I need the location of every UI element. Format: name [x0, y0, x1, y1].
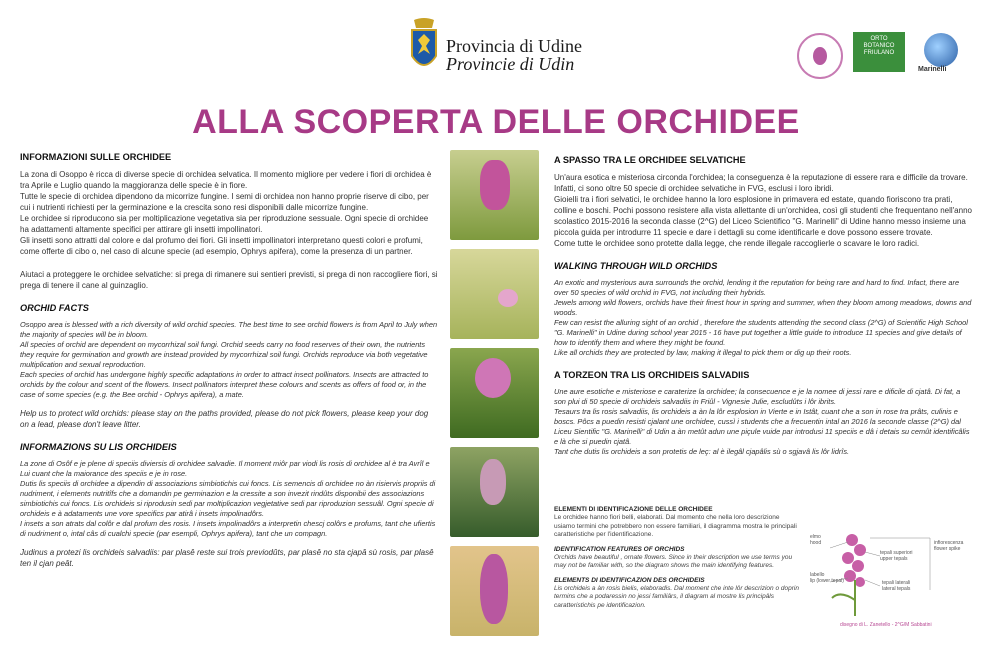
label-flower-spike: infiorescenza flower spike: [934, 540, 964, 552]
section-text-fur: La zone di Osôf e je plene di speciis diviersis di orchidee salvadie. Il moment miôr par viodi lis rosis di orchidee al è tra Avrîl e Lui cuant che la maiorance des speciis e je in rose. Dutis lis speciis di orchidee a dipendin di associazions simbiotichis cui foncs. Lis semencis di orchidee no àn risiervis propriis di nudriment, i elements nutritîfs che a domandin pe germinazion e la cressite a son invezit rindûts disponibii des associazions simbiotichis cui foncs. Lis orchideis si riprodusin sedi par moltiplicazion vegjetative sedi par riproduzion sessuâl. Ogni specie di orchideis e à adataments une vore specifics par atirâ i insets impolinadôrs. I insets a son atrats dal colôr e dal profum des rosis. I insets impolinadôrs a interpretin chescj colôrs e profums, tant che ufiertis di nudriment o, intal câs di cualchi specie (par esempli, Ophrys apifera), tant che un compagn.: [20, 459, 436, 538]
left-column: [20, 152, 438, 569]
section-title-it-walk: A SPASSO TRA LE ORCHIDEE SELVATICHE: [554, 155, 746, 165]
id-text-it: Le orchidee hanno fiori belli, elaborati. Dal momento che nella loro descrizione usiamo termini che potrebbero non essere familiari, il diagramma mostra le principali caratteristiche per l'identificazione.: [554, 514, 797, 538]
section-text-en: Osoppo area is blessed with a rich diversity of wild orchid species. The best time to see orchid flowers is from April to July when the majority of species will be in bloom. All species of orchid are dependent on mycorrhizal soil fungi. Orchid seeds carry no food reserves of their own, the nutrients they require for germination and growth are instead provided by mycorrhizal soil fungi. Orchids reproduce via both vegetative multiplication and sexual reproduction. Each species of orchid has undergone highly specific adaptations in order to attract insect pollinators. Insects are attracted to orchids by the colour and scent of the flowers. Insect pollinators interpret these colours and scents as offers of food or, in the case of some species (e.g. the Bee orchid - Ophrys apifera), a mate.: [20, 320, 438, 399]
section-title-en-walk: WALKING THROUGH WILD ORCHIDS: [554, 261, 718, 271]
id-text-fur: Lis orchideis a àn rosis bielis, elaboradis. Dal moment che inte lôr descrizion o doprin termins che a podaressin no jessi familiârs, il diagram al mostre lis principâls caratteristichis pe identificazion.: [554, 584, 799, 609]
page-title: ALLA SCOPERTA DELLE ORCHIDEE: [192, 103, 800, 141]
school-seal-logo: [797, 33, 843, 79]
orchid-diagram: [810, 520, 980, 650]
orchid-photos: [450, 150, 539, 645]
identification-section: [554, 506, 799, 610]
section-text-it: La zona di Osoppo è ricca di diverse specie di orchidea selvatica. Il momento migliore per vedere i fiori di orchidea è tra Aprile e Luglio quando la maggioranza delle specie è in fiore. Tutte le specie di orchidea dipendono da micorrize fungine. I semi di orchidea non hanno proprie riserve di cibo, per cui i nutrienti richiesti per la germinazione e la crescita sono resi disponibili dalle micorrize fungine. Le orchidee si riproducono sia per moltiplicazione vegetativa sia per riproduzione sessuale. Ogni specie di orchidee ha adattamenti altamente specifici per attirare gli insetti impollinatori. Gli insetti sono attratti dal colore e dal profumo dei fiori. Gli insetti impollinatori interpretano questi colori e profumi, come offerte di cibo o, nel caso di alcune specie (ad esempio, Ophrys apifera), come la presenza di un partner.: [20, 170, 432, 256]
warning-it: Aiutaci a proteggere le orchidee selvatiche: si prega di rimanere sui sentieri previsti, si prega di non raccogliere fiori, si prega di tenere il cane al guinzaglio.: [20, 270, 438, 290]
section-title-en: ORCHID FACTS: [20, 303, 89, 313]
id-title-fur: ELEMENTS DI IDENTIFICAZION DES ORCHIDEIS: [554, 576, 705, 584]
section-text-it-walk: Un'aura esotica e misteriosa circonda l'orchidea; la conseguenza è la reputazione di essere rara e difficile da trovare. Infatti, ci sono oltre 50 specie di orchidee selvatiche in FVG, esclusi i loro ibridi. Gioielli tra i fiori selvatici, le orchidee hanno la loro esplosione in primavera ed estate, quando fioriscono tra prati, colline e boschi. Pochi possono resistere alla vista allettante di un'orchidea, così gli studenti che frequentano nell'anno scolastico 2015-2016 la seconda classe (2^G) del Liceo Scientifico "G. Marinelli" di Udine hanno messo insieme una piccola guida per introdurre 11 specie e dare i dettagli su come identificarle e dove possono essere trovate. Come tutte le orchidee sono protette dalla legge, che rende illegale raccoglierle o scavare le loro radici.: [554, 173, 972, 248]
section-title-fur: INFORMAZIONS SU LIS ORCHIDEIS: [20, 442, 177, 452]
warning-fur: Judinus a protezi lis orchideis salvadiis: par plasê reste sui trois previodûts, par plasê no sta cjapâ sù rosis, par plasê ten il cjan peât.: [20, 548, 434, 568]
section-title-fur-walk: A TORZEON TRA LIS ORCHIDEIS SALVADIIS: [554, 370, 750, 380]
warning-en: Help us to protect wild orchids: please stay on the paths provided, please do not pick flowers, please keep your dog on a lead, please don't leave litter.: [20, 409, 429, 429]
orchid-photo-1: [450, 150, 539, 240]
label-upper-tepals: tepali superiori upper tepals: [880, 550, 913, 562]
id-title-en: IDENTIFICATION FEATURES OF ORCHIDS: [554, 545, 685, 553]
province-name-friulian: Provincie di Udin: [446, 54, 575, 74]
label-hood: elmo hood: [810, 534, 822, 546]
right-column: [554, 155, 974, 457]
orchid-photo-2: [450, 249, 539, 339]
province-crest-icon: [406, 16, 442, 78]
id-text-en: Orchids have beautiful , ornate flowers. Since in their description we use terms you may not be familiar with, so the diagram shows the main identifying features.: [554, 553, 793, 569]
orchid-photo-3: [450, 348, 539, 438]
marinelli-label: Marinelli: [918, 66, 947, 73]
orto-botanico-logo: ORTO BOTANICO FRIULANO: [853, 32, 905, 72]
province-name: Provincia di Udine: [446, 36, 582, 56]
id-title-it: ELEMENTI DI IDENTIFICAZIONE DELLE ORCHIDEE: [554, 506, 713, 513]
section-title-it: INFORMAZIONI SULLE ORCHIDEE: [20, 152, 172, 162]
orchid-photo-4: [450, 447, 539, 537]
section-text-en-walk: An exotic and mysterious aura surrounds the orchid, lending it the reputation for being rare and hard to find. Infact, there are over 50 species of wild orchid in FVG, not including their hybrids. Jewels among wild flowers, orchids have their finest hour in spring and summer, when they bloom among meadows, downs and woods. Few can resist the alluring sight of an orchid , therefore the students attending the second class (2^G) of Scientific High School "G. Marinelli" in Udine during school year 2015 - 16 have put together a little guide to introduce 11 species and give details of how to identify them and where they might be found. Like all orchids they are protected by law, making it illegal to pick them or dig up their roots.: [554, 278, 972, 357]
label-lip: labello lip (lower tepal): [810, 572, 844, 584]
section-text-fur-walk: Une aure esotiche e misteriose e caraterize la orchidee; la consecuence e je la nomee di jessi rare e dificile di cjatâ. Di fat, a son plui di 50 specie di orchideis salvadiis in Friûl - Vignesie Julie, escludûts i lôr ibrits. Tesaurs tra lis rosis salvadiis, lis orchideis a àn la lôr esplosion in Vierte e in Istât, cuant che a son in rose tra prâts, culinis e boscs. Pôcs a puedin resisti cjalant une orchidee, cussì i students che a frecuentin intal an 2016 la seconde classe (2^G) dal Liceu Sientific "G. Marinelli" di Udin a àn metût adun une piçule vuide par introdusi 11 speciis e dâ i detais su cemût identificâlis e là che si puedin cjatâ. Tant che dutis lis orchideis a son protetis de leç: al è ilegâl cjapâlis sù o sgjavâ lis lôr lidrîs.: [554, 387, 970, 456]
marinelli-logo: [924, 33, 958, 67]
province-header: [404, 14, 604, 84]
orchid-photo-5: [450, 546, 539, 636]
label-lateral-tepals: tepali laterali lateral tepals: [882, 580, 911, 592]
diagram-credit: disegno di L. Zanetello - 2^G/M Sabbatini: [840, 622, 932, 628]
orchid-diagram-icon: [810, 520, 980, 620]
